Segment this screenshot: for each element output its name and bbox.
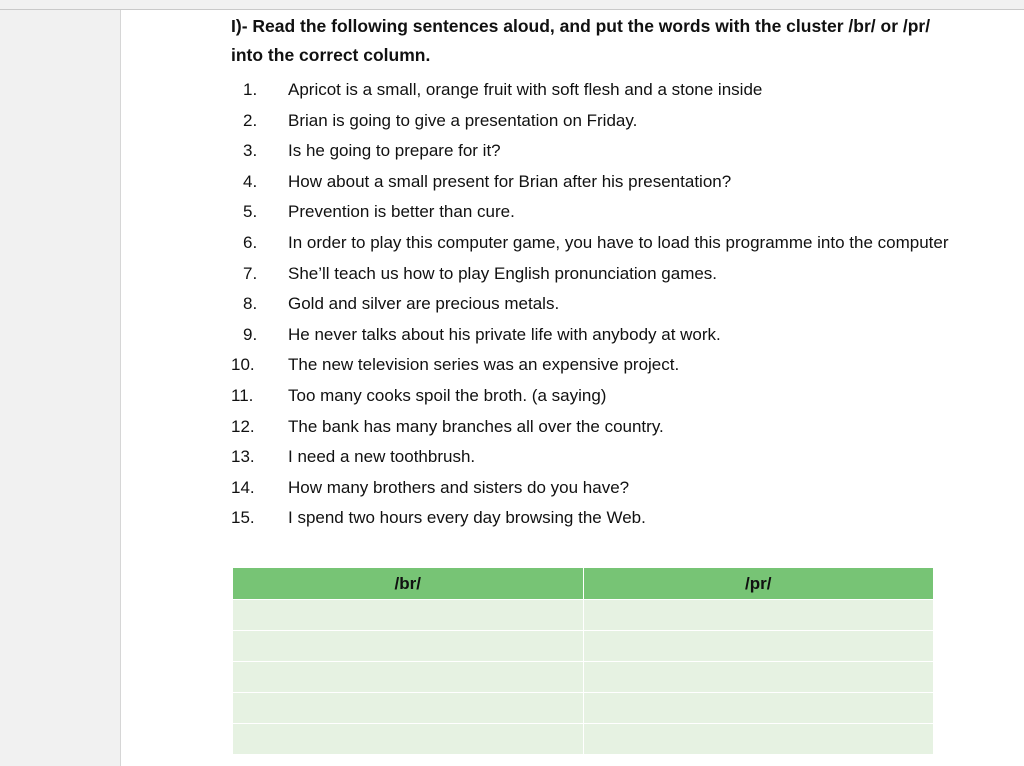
table-cell-pr[interactable] <box>583 600 934 631</box>
table-row <box>233 631 934 662</box>
item-text: How many brothers and sisters do you have? <box>288 477 630 497</box>
list-item <box>231 136 951 167</box>
item-number: 13. <box>231 447 255 467</box>
table-cell-br[interactable] <box>233 600 584 631</box>
table-cell-br[interactable] <box>233 693 584 724</box>
document-page <box>120 10 1024 766</box>
item-text: Apricot is a small, orange fruit with soft flesh and a stone inside <box>288 80 763 99</box>
item-text: The new television series was an expensive project. <box>288 355 680 375</box>
table-cell-pr[interactable] <box>583 693 934 724</box>
item-number: 11. <box>231 385 254 405</box>
list-item <box>231 259 951 290</box>
table-row <box>233 662 934 693</box>
table-cell-br[interactable] <box>233 724 584 755</box>
item-text: Gold and silver are precious metals. <box>288 294 560 314</box>
table-row <box>233 693 934 724</box>
item-text: I spend two hours every day browsing the Web. <box>288 508 646 528</box>
list-item <box>231 106 951 137</box>
list-item <box>231 75 951 106</box>
table-cell-pr[interactable] <box>583 724 934 755</box>
list-item <box>231 442 951 473</box>
item-text: Prevention is better than cure. <box>288 202 515 222</box>
table-cell-br[interactable] <box>233 662 584 693</box>
list-item <box>231 228 951 259</box>
list-item <box>231 167 951 198</box>
item-text: Brian is going to give a presentation on Friday. <box>288 110 638 130</box>
item-number: 10. <box>231 355 255 375</box>
item-text: How about a small present for Brian after his presentation? <box>288 171 732 191</box>
list-item <box>231 350 951 381</box>
item-number: 7. <box>243 263 258 283</box>
list-item <box>231 473 951 504</box>
item-text: She’ll teach us how to play English pronunciation games. <box>288 263 718 283</box>
answer-table <box>232 567 934 755</box>
table-header-row <box>233 568 934 600</box>
exercise-heading: I)- Read the following sentences aloud, and put the words with the cluster /br/ or /pr/ into the correct column. <box>231 16 931 65</box>
column-header-br: /br/ <box>233 568 584 600</box>
item-number: 3. <box>243 141 258 161</box>
item-number: 8. <box>243 294 258 314</box>
list-item <box>231 503 951 534</box>
table-row <box>233 600 934 631</box>
list-item <box>231 320 951 351</box>
item-text: The bank has many branches all over the country. <box>288 416 664 436</box>
item-number: 5. <box>243 202 258 222</box>
column-header-pr: /pr/ <box>583 568 934 600</box>
item-text: Is he going to prepare for it? <box>288 141 501 161</box>
item-number: 6. <box>243 232 258 252</box>
item-text: I need a new toothbrush. <box>288 447 476 467</box>
item-number: 12. <box>231 416 255 436</box>
list-item <box>231 289 951 320</box>
item-number: 4. <box>243 171 258 191</box>
table-cell-pr[interactable] <box>583 631 934 662</box>
table-cell-br[interactable] <box>233 631 584 662</box>
list-item <box>231 197 951 228</box>
table-row <box>233 724 934 755</box>
item-text: He never talks about his private life with anybody at work. <box>288 324 721 344</box>
table-cell-pr[interactable] <box>583 662 934 693</box>
sentence-list <box>231 75 951 534</box>
item-number: 14. <box>231 477 255 497</box>
item-number: 2. <box>243 110 258 130</box>
item-number: 9. <box>243 324 258 344</box>
item-number: 1. <box>243 80 258 99</box>
list-item <box>231 412 951 443</box>
item-text: Too many cooks spoil the broth. (a saying) <box>288 385 607 405</box>
item-number: 15. <box>231 508 255 528</box>
item-text: In order to play this computer game, you have to load this programme into the computer <box>288 232 949 252</box>
list-item <box>231 381 951 412</box>
